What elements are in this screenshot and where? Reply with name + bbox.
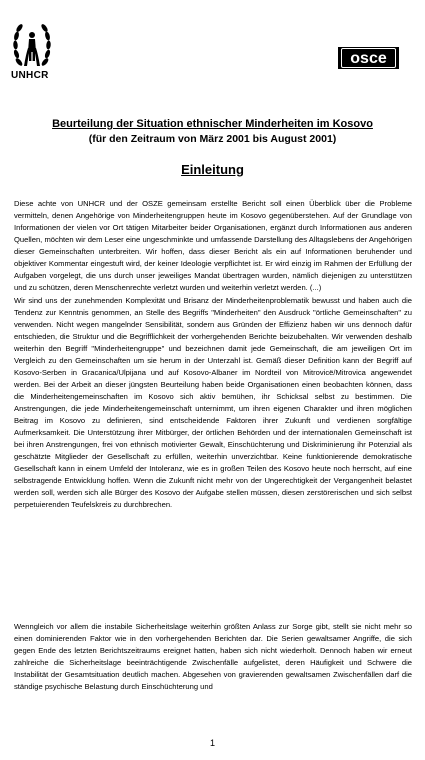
paragraph-1: Diese achte von UNHCR und der OSZE gemeinsam erstellte Bericht soll einen Überblick über die Probleme vermitteln, denen Angehörige von Minderheitengruppen heute im Kosovo gegenüberstehen. Auf der Grundlage von Informationen der vielen vor Ort tätigen Mitarbeiter beider Organisationen, ergänzt durch Informationen aus anderen Quellen, möchten wir dem Leser eine ungeschminkte und umfassende Darstellung des Alltagslebens der Angehörigen dieser Gemeinschaften unterbreiten. Wir hoffen, dass dieser Bericht als ein auf Informationen beruhender und objektiver Kommentar eingestuft wird, der keiner Ideologie verpflichtet ist. Er wird einzig im Rahmen der Erfüllung der Aufgaben vorgelegt, die uns durch unser jeweiliges Mandat übertragen wurden, nämlich diejenigen zu unterstützen und zu schützen, deren Menschenrechte verletzt wurden und weiterhin verletzt werden. (...) — [14, 199, 412, 292]
document-title: Beurteilung der Situation ethnischer Minderheiten im Kosovo — [52, 118, 373, 130]
paragraph-2: Wir sind uns der zunehmenden Komplexität und Brisanz der Minderheitenproblematik bewusst und haben auch die Tendenz zur Kenntnis genommen, an Stelle des Begriffs "Minderheiten" den Ausdruck "örtliche Gemeinschaften" zu verwenden. Nicht wegen mangelnder Sensibilität, sondern aus Gründen der Effizienz haben wir uns dennoch dafür entschieden, die Struktur und die Begrifflichkeit der vorhergehenden Berichte beizubehalten. Wir verwenden deshalb weiterhin den Begriff "Minderheitengruppe" und bezeichnen damit jede Gemeinschaft, die am jeweiligen Ort im Vergleich zu den Gemeinschaften um sie herum in der Unterzahl ist. Gemäß dieser Definition kann der Begriff auf Kosovo-Serben in Gracanica/Ulpijana und auf Kosovo-Albaner im Nordteil von Mitrovicë/Mitrovica angewendet werden. Bei der Arbeit an dieser jüngsten Beurteilung haben beide Organisationen einen beobachten können, dass die Minderheitengemeinschaften im Kosovo sich aktiv bemühen, ihr Schicksal selbst zu bestimmen. Die Anstrengungen, die jede Minderheitengemeinschaft unternimmt, um ihren eigenen Charakter und ihren möglichen Beitrag im Kosovo zu definieren, sind entscheidende Faktoren ihrer Zukunft und verdienen sorgfältige Aufmerksamkeit. Die Unterstützung ihrer Mitbürger, der örtlichen Behörden und der internationalen Gemeinschaft ist bei ihren Anstrengungen, frei von ethnisch motivierter Gewalt, Einschüchterung und Diskriminierung ihr Potenzial als geschätzte Mitglieder der Gesellschaft zu erfüllen, weiterhin unverzichtbar. Keine funktionierende demokratische Gesellschaft kann in einem Umfeld der Intoleranz, wie es in großen Teilen des Kosovo heute noch herrscht, auf eine selbstragende Entwicklung hoffen. Wenn die Zukunft nicht mehr von der Ungerechtigkeit der Vergangenheit belastet werden soll, werden sich alle Bürger des Kosovo der Aufgabe stellen müssen, diesen zerstörerischen und sich selbst perpetuierenden Teufelskreis zu durchbrechen. — [14, 296, 412, 509]
unhcr-logo-text: UNHCR — [11, 70, 49, 81]
page-number: 1 — [209, 738, 215, 748]
section-heading: Einleitung — [181, 162, 244, 177]
osce-logo — [338, 47, 399, 69]
paragraph-3: Wenngleich vor allem die instabile Sicherheitslage weiterhin größten Anlass zur Sorge gibt, stellt sie nicht mehr so einen dominierenden Faktor wie in den vorhergehenden Berichten dar. Die Serien gewaltsamer Angriffe, die sich gegen Ende des letzten Berichtszeitraums ereignet hatten, haben sich nicht wiederholt. Dennoch haben wir erneut zahlreiche die Sicherheitslage beeinträchtigende Zwischenfälle aufgelistet, deren Häufigkeit und Schwere die Instabilität der Gesamtsituation deutlich machen. Abgesehen von gravierenden gewaltsamen Zwischenfällen darf die ständige psychische Belastung durch Einschüchterung und — [14, 622, 412, 691]
osce-logo-text: osce — [341, 48, 396, 68]
document-subtitle: (für den Zeitraum von März 2001 bis August 2001) — [88, 133, 337, 145]
